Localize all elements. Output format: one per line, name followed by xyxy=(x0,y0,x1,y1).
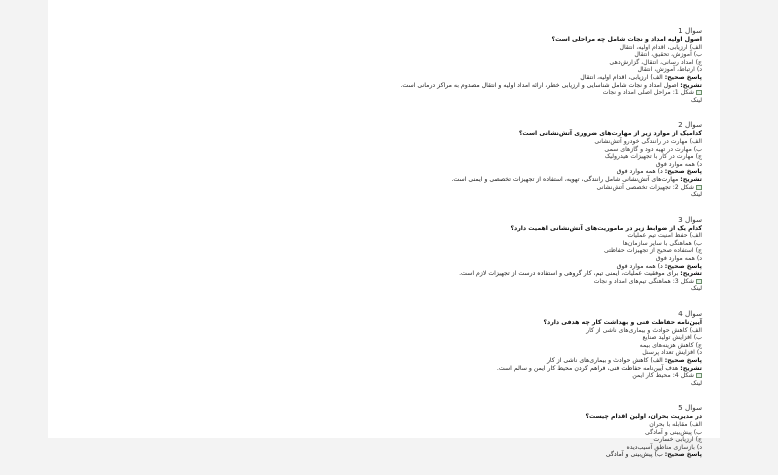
question-number: سوال 2 xyxy=(678,120,702,130)
figure-caption xyxy=(182,372,702,380)
question-title: کدام یک از ضوابط زیر در ماموریت‌های آتش‌نشانی اهمیت دارد؟ xyxy=(510,224,702,232)
questions-list xyxy=(182,26,702,475)
correct-answer xyxy=(182,357,702,365)
question-link[interactable]: لینک xyxy=(690,285,702,293)
question-title: کدامیک از موارد زیر از مهارت‌های ضروری آتش‌نشانی است؟ xyxy=(518,130,702,138)
explanation xyxy=(182,176,702,184)
option-d: د) افزایش تعداد پرسنل xyxy=(642,349,702,357)
option-b: ب) مهارت در تهیه دود و گازهای سمی xyxy=(604,145,702,153)
question-number: سوال 5 xyxy=(678,403,702,413)
option-d: د) بازسازی مناطق آسیب‌دیده xyxy=(626,443,702,451)
option-b: ب) افزایش تولید صنایع xyxy=(642,334,702,342)
question-title: اصول اولیه امداد و نجات شامل چه مراحلی است؟ xyxy=(551,36,702,43)
answer-label: پاسخ صحیح: xyxy=(664,262,702,270)
answer-text: الف) ارزیابی، اقدام اولیه، انتقال xyxy=(580,73,663,81)
explanation-text: مهارت‌های آتش‌نشانی شامل رانندگی، تهویه، استفاده از تجهیزات تخصصی و ایمنی است. xyxy=(451,175,679,183)
explanation-text: اصول امداد و نجات شامل شناسایی و ارزیابی خطر، ارائه امداد اولیه و انتقال مصدوم به مراکز درمانی است. xyxy=(400,81,679,89)
option-d: د) همه موارد فوق xyxy=(655,160,702,168)
answer-text: الف) کاهش حوادث و بیماری‌های ناشی از کار xyxy=(546,357,663,364)
figure-caption-text: شکل 1: مراحل اصلی امداد و نجات xyxy=(602,89,694,97)
explanation xyxy=(182,82,702,90)
option-b: ب) آموزش، تحقیق، انتقال xyxy=(634,51,702,59)
explanation xyxy=(182,270,702,278)
explanation-label: تشریح: xyxy=(680,81,702,89)
explanation-label: تشریح: xyxy=(680,364,702,372)
option-d: د) ارتباط، آموزش، انتقال xyxy=(637,66,702,74)
broken-image-icon xyxy=(696,279,702,284)
option-c: ج) استفاده صحیح از تجهیزات حفاظتی xyxy=(603,247,702,255)
option-c: ج) امداد رسانی، انتقال، گزارش‌دهی xyxy=(609,58,702,66)
broken-image-icon xyxy=(696,373,702,378)
question-number: سوال 1 xyxy=(678,26,702,35)
figure-caption xyxy=(182,278,702,286)
question-link[interactable]: لینک xyxy=(690,191,702,199)
correct-answer xyxy=(182,451,702,459)
option-d: د) همه موارد فوق xyxy=(655,255,702,263)
explanation-label: تشریح: xyxy=(680,175,702,183)
explanation-text: برای موفقیت عملیات، ایمنی تیم، کار گروهی و استفاده درست از تجهیزات لازم است. xyxy=(459,270,679,278)
option-c: ج) کاهش هزینه‌های بیمه xyxy=(639,341,702,349)
question-number: سوال 3 xyxy=(678,214,702,224)
broken-image-icon xyxy=(696,90,702,95)
figure-caption-text: شکل 4: محیط کار ایمن xyxy=(632,372,694,380)
answer-text: د) همه موارد فوق xyxy=(616,262,663,270)
question-block-2 xyxy=(182,120,702,198)
question-block-4 xyxy=(182,309,702,387)
question-link[interactable]: لینک xyxy=(690,379,702,387)
option-c: ج) مهارت در کار با تجهیزات هیدرولیک xyxy=(604,153,702,161)
question-block-5 xyxy=(182,403,702,459)
left-margin xyxy=(0,0,48,438)
figure-caption xyxy=(182,184,702,192)
question-block-1 xyxy=(182,26,702,104)
figure-caption-text: شکل 2: تجهیزات تخصصی آتش‌نشانی xyxy=(596,183,694,191)
option-a: الف) حفظ امنیت تیم عملیات xyxy=(627,232,702,240)
answer-label: پاسخ صحیح: xyxy=(664,168,702,176)
question-number: سوال 4 xyxy=(678,309,702,319)
answer-text: ب) پیش‌بینی و آمادگی xyxy=(605,451,663,459)
document-page xyxy=(48,0,720,459)
correct-answer xyxy=(182,74,702,82)
question-title: آیین‌نامه حفاظت فنی و بهداشت کار چه هدفی دارد؟ xyxy=(543,319,702,327)
question-block-3 xyxy=(182,215,702,293)
option-a: الف) مقابله با بحران xyxy=(649,420,702,428)
figure-caption xyxy=(182,89,702,97)
explanation-text: هدف آیین‌نامه حفاظت فنی، فراهم کردن محیط کار ایمن و سالم است. xyxy=(496,364,679,372)
option-c: ج) ارزیابی خسارت xyxy=(653,436,702,444)
option-a: الف) مهارت در رانندگی خودرو آتش‌نشانی xyxy=(594,137,702,145)
question-title: در مدیریت بحران، اولین اقدام چیست؟ xyxy=(585,413,702,421)
right-margin xyxy=(720,0,778,438)
option-b: ب) هماهنگی با سایر سازمان‌ها xyxy=(622,239,702,247)
option-b: ب) پیش‌بینی و آمادگی xyxy=(645,428,702,436)
question-link[interactable]: لینک xyxy=(690,96,702,104)
answer-label: پاسخ صحیح: xyxy=(664,451,702,459)
figure-caption-text: شکل 3: هماهنگی تیم‌های امداد و نجات xyxy=(593,277,694,285)
option-a: الف) ارزیابی، اقدام اولیه، انتقال xyxy=(619,43,702,51)
explanation-label: تشریح: xyxy=(680,270,702,278)
answer-label: پاسخ صحیح: xyxy=(664,73,702,81)
correct-answer xyxy=(182,168,702,176)
explanation xyxy=(182,365,702,373)
answer-text: د) همه موارد فوق xyxy=(616,168,663,176)
broken-image-icon xyxy=(696,185,702,190)
option-a: الف) کاهش حوادث و بیماری‌های ناشی از کار xyxy=(586,326,702,334)
answer-label: پاسخ صحیح: xyxy=(664,357,702,364)
